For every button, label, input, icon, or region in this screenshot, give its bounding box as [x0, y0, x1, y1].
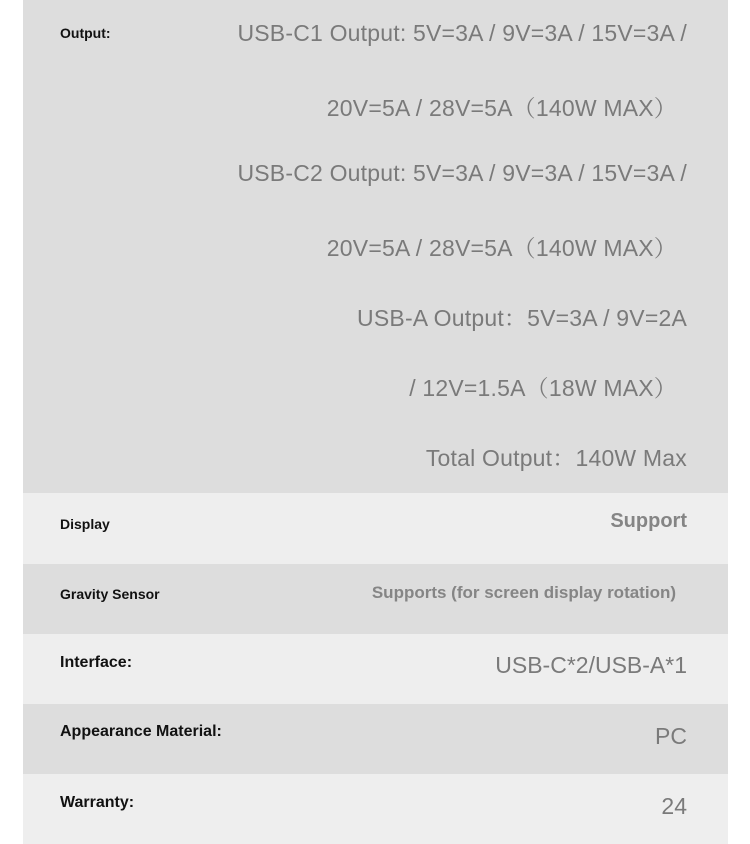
- output-line-usb-c1-b: 20V=5A / 28V=5A（140W MAX）: [326, 95, 677, 121]
- spec-row-appearance-material: [23, 704, 728, 774]
- spec-row-interface: [23, 634, 728, 704]
- spec-label-gravity-sensor: Gravity Sensor: [60, 586, 160, 602]
- spec-row-warranty: [23, 774, 728, 844]
- output-line-usb-c2-b: 20V=5A / 28V=5A（140W MAX）: [326, 235, 677, 261]
- spec-row-gravity-sensor: [23, 564, 728, 634]
- output-line-total: Total Output：140W Max: [425, 445, 687, 471]
- spec-value-warranty: 24: [661, 793, 687, 819]
- output-line-usb-a-a: USB-A Output：5V=3A / 9V=2A: [357, 305, 687, 331]
- spec-value-appearance-material: PC: [655, 723, 687, 749]
- spec-label-warranty: Warranty:: [60, 794, 135, 811]
- spec-row-output: [23, 0, 728, 493]
- spec-value-interface: USB-C*2/USB-A*1: [495, 652, 687, 678]
- output-line-usb-a-b: / 12V=1.5A（18W MAX）: [409, 375, 677, 401]
- output-line-usb-c2-a: USB-C2 Output: 5V=3A / 9V=3A / 15V=3A /: [237, 160, 687, 186]
- output-line-usb-c1-a: USB-C1 Output: 5V=3A / 9V=3A / 15V=3A /: [237, 20, 687, 46]
- spec-label-interface: Interface:: [60, 654, 133, 671]
- spec-table: [23, 0, 728, 844]
- spec-value-gravity-sensor: Supports (for screen display rotation): [371, 583, 676, 602]
- spec-value-display: Support: [610, 510, 687, 532]
- spec-label-display: Display: [60, 516, 110, 532]
- spec-label-output: Output:: [60, 25, 111, 41]
- spec-row-display: [23, 493, 728, 564]
- spec-label-appearance-material: Appearance Material:: [60, 723, 222, 740]
